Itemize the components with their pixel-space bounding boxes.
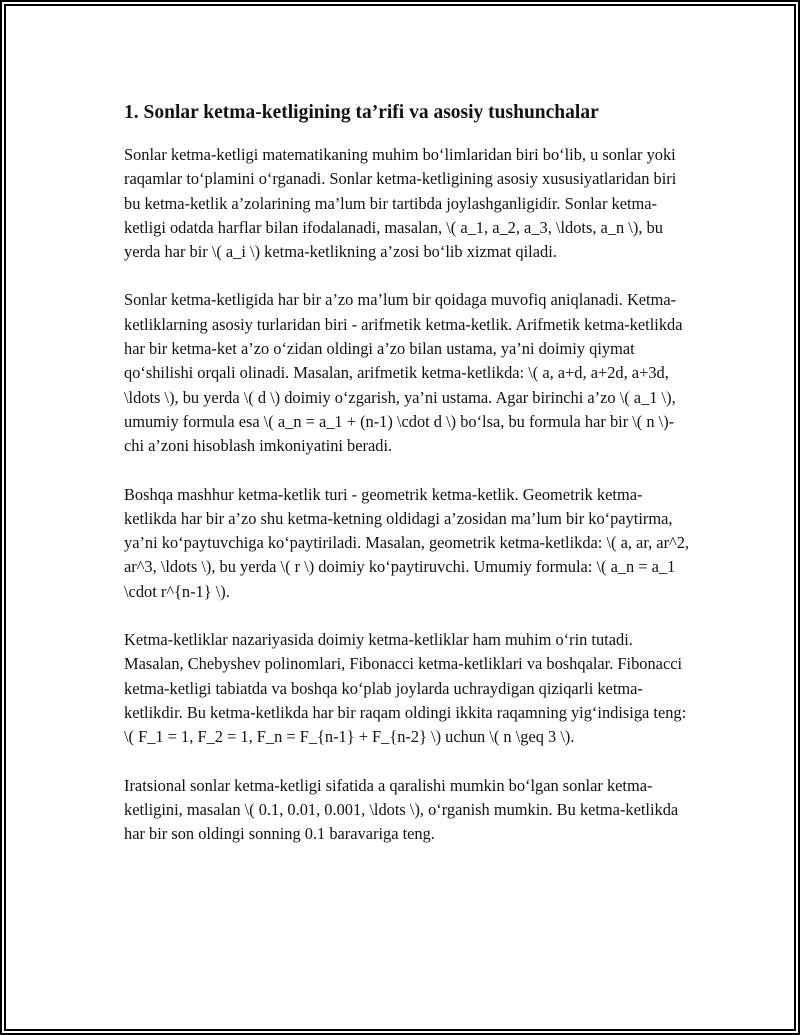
paragraph-geometric: Boshqa mashhur ketma-ketlik turi - geometrik ketma-ketlik. Geometrik ketma-ketlikda har bir a’zo shu ketma-ketning oldidagi a’zosidan ma’lum bir ko‘paytirma, ya’ni ko‘paytuvchiga ko‘paytiriladi. Masalan, geometrik ketma-ketlikda: \( a, ar, ar^2, ar^3, \ldots \), bu yerda \( r \) doimiy ko‘paytiruvchi. Umumiy formula: \( a_n = a_1 \cdot r^{n-1} \). bbox=[124, 484, 690, 601]
paragraph-arithmetic: Sonlar ketma-ketligida har bir a’zo ma’lum bir qoidaga muvofiq aniqlanadi. Ketma-ketliklarning asosiy turlaridan biri - arifmetik ketma-ketlik. Arifmetik ketma-ketlikda har bir ketma-ket a’zo o‘zidan oldingi a’zo bilan ustama, ya’ni doimiy qiymat qo‘shilishi orqali olinadi. Masalan, arifmetik ketma-ketlikda: \( a, a+d, a+2d, a+3d, \ldots \), bu yerda \( d \) doimiy o‘zgarish, ya’ni ustama. Agar birinchi a’zo \( a_1 \), umumiy formula esa \( a_n = a_1 + (n-1) \cdot d \) bo‘lsa, bu formula har bir \( n \)-chi a’zoni hisoblash imkoniyatini beradi. bbox=[124, 290, 683, 456]
paragraph-irrational: Iratsional sonlar ketma-ketligi sifatida a qaralishi mumkin bo‘lgan sonlar ketma-ketligini, masalan \( 0.1, 0.01, 0.001, \ldots \), o‘rganish mumkin. Bu ketma-ketlikda har bir son oldingi sonning 0.1 baravariga teng. bbox=[124, 775, 679, 844]
section-heading: 1. Sonlar ketma-ketligining ta’rifi va asosiy tushunchalar bbox=[124, 102, 599, 123]
paragraph-fibonacci: Ketma-ketliklar nazariyasida doimiy ketma-ketliklar ham muhim o‘rin tutadi. Masalan, Chebyshev polinomlari, Fibonacci ketma-ketliklari va boshqalar. Fibonacci ketma-ketligi tabiatda va boshqa ko‘plab joylarda uchraydigan qiziqarli ketma-ketlikdir. Bu ketma-ketlikda har bir raqam oldingi ikkita raqamning yig‘indisiga teng: \( F_1 = 1, F_2 = 1, F_n = F_{n-1} + F_{n-2} \) uchun \( n \geq 3 \). bbox=[124, 630, 687, 747]
document-body bbox=[124, 99, 690, 870]
paragraph-definition: Sonlar ketma-ketligi matematikaning muhim bo‘limlaridan biri bo‘lib, u sonlar yoki raqamlar to‘plamini o‘rganadi. Sonlar ketma-ketligining asosiy xususiyatlaridan biri bu ketma-ketlik a’zolarining ma’lum bir tartibda joylashganligidir. Sonlar ketma-ketligi odatda harflar bilan ifodalanadi, masalan, \( a_1, a_2, a_3, \ldots, a_n \), bu yerda har bir \( a_i \) ketma-ketlikning a’zosi bo‘lib xizmat qiladi. bbox=[124, 145, 677, 262]
